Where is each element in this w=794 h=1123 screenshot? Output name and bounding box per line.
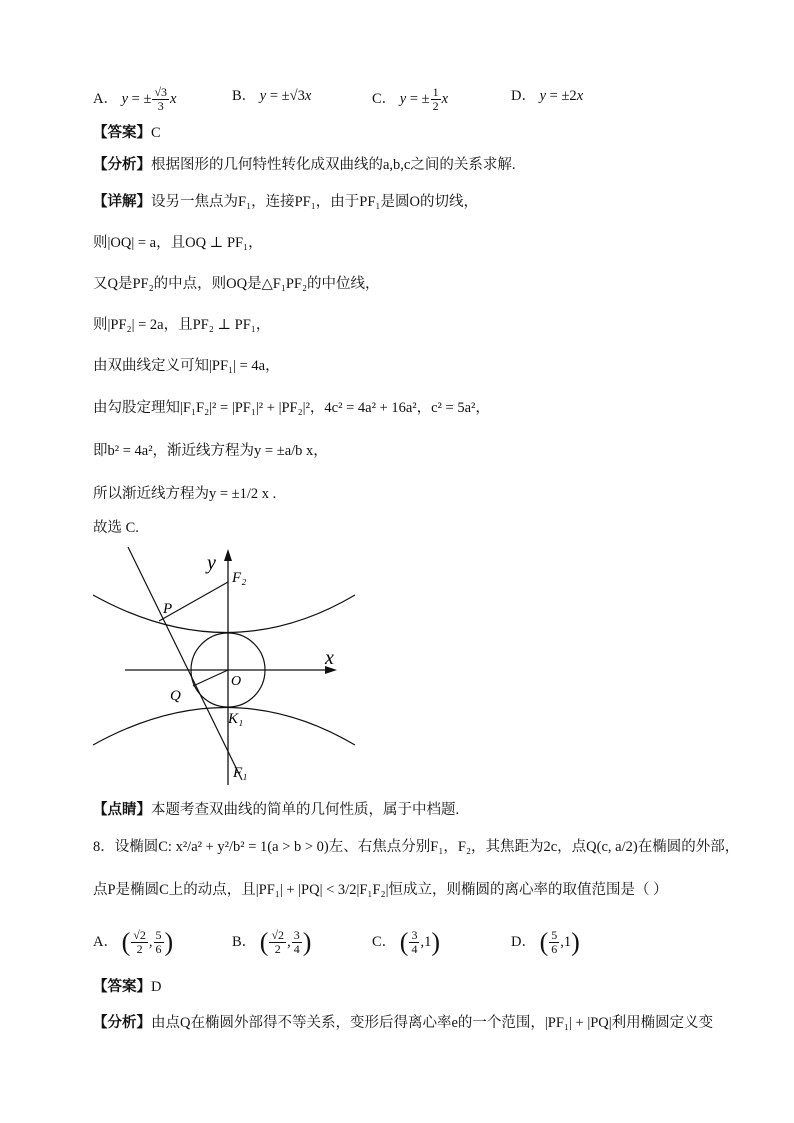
q8-option-d: D． ( $\frac{5}{6}$ ,1) [511, 927, 580, 957]
figure-label-y: y [207, 552, 216, 574]
q7-detail-line-4: 则|PF₂| = 2a，且PF₂ ⊥ PF₁， [93, 317, 271, 333]
q7-option-a: A． y = ± $\frac{√3}{3}$ x [93, 85, 177, 113]
figure-label-o: O [231, 674, 242, 689]
q7-answer: 【答案】C [93, 125, 161, 141]
q8-option-c: C． ( $\frac{3}{4}$ ,1) [372, 927, 441, 957]
q8-stem-line-2: 点P是椭圆C上的动点，且|PF₁| + |PQ| < 3/2|F₁F₂|恒成立，则椭圆的离心率的取值范围是（ ） [93, 882, 668, 898]
q7-detail-line-2: 则|OQ| = a，且OQ ⊥ PF₁， [93, 235, 263, 251]
q7-option-d: D． y = ±2x [511, 88, 584, 104]
q7-detail-line-3: 又Q是PF₂的中点，则OQ是△F₁PF₂的中位线， [93, 276, 380, 292]
q8-analysis: 【分析】由点Q在椭圆外部得不等关系，变形后得离心率e的一个范围，|PF₁| + |PQ|利用椭圆定义变 [93, 1015, 714, 1031]
q8-option-b: B． ( $\frac{√2}{2}$ , $\frac{3}{4}$ ) [232, 927, 312, 957]
q7-detail-line-5: 由双曲线定义可知|PF₁| = 4a， [93, 358, 280, 374]
figure-label-f1: F₁ [233, 765, 248, 781]
q7-detail-line-1: 【详解】设另一焦点为F₁，连接PF₁，由于PF₁是圆O的切线， [93, 194, 478, 210]
figure-label-x: x [325, 647, 334, 669]
hyperbola-figure [85, 545, 375, 790]
q8-option-a: A． ( $\frac{√2}{2}$ , $\frac{5}{6}$ ) [93, 927, 174, 957]
q7-detail-line-8: 所以渐近线方程为y = ±1/2 x . [93, 486, 277, 502]
figure-label-k1: K₁ [228, 711, 244, 727]
figure-label-p: P [163, 601, 173, 617]
figure-label-q: Q [170, 688, 181, 704]
q8-answer: 【答案】D [93, 979, 162, 995]
figure-label-f2: F₂ [232, 570, 247, 586]
q7-detail-line-7: 即b² = 4a²，渐近线方程为y = ±a/b x， [93, 443, 328, 459]
q7-analysis: 【分析】根据图形的几何特性转化成双曲线的a,b,c之间的关系求解. [93, 157, 516, 173]
q7-option-b: B． y = ±√3x [232, 88, 312, 104]
q7-comment: 【点睛】本题考查双曲线的简单的几何性质，属于中档题. [93, 802, 460, 818]
q7-detail-line-6: 由勾股定理知|F₁F₂|² = |PF₁|² + |PF₂|²，4c² = 4a² + 16a²，c² = 5a²， [93, 400, 490, 416]
q8-stem-line-1: 8．设椭圆C: x²/a² + y²/b² = 1(a > b > 0)左、右焦点分别F₁，F₂，其焦距为2c，点Q(c, a/2)在椭圆的外部， [93, 839, 740, 855]
q7-option-c: C． y = ± $\frac{1}{2}$ x [372, 85, 449, 113]
q7-conclusion: 故选 C. [93, 520, 139, 536]
